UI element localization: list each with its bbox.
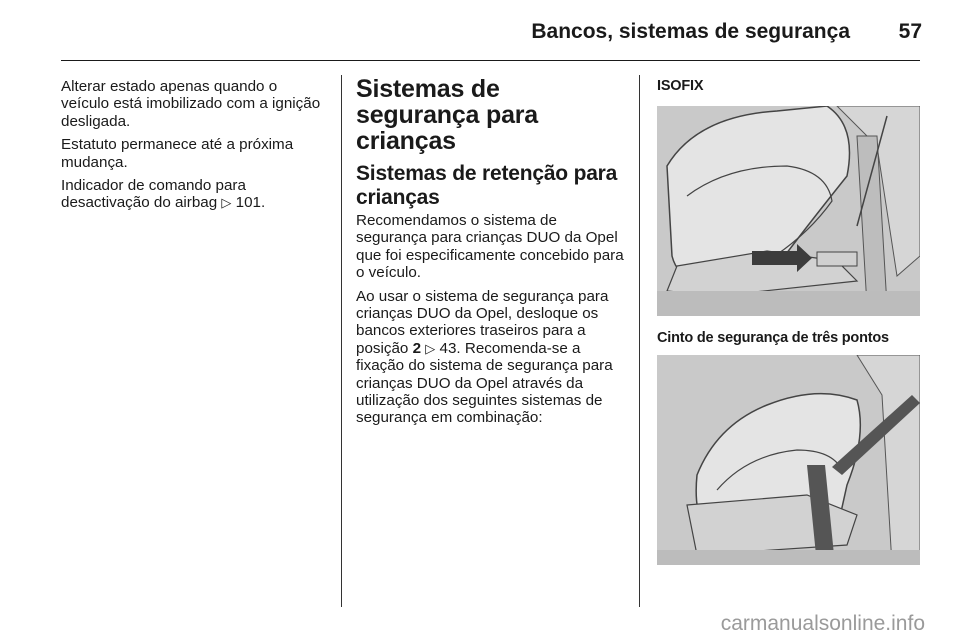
paragraph-text: Indicador de comando para desactivação do airbag [61,177,246,212]
three-point-belt-seat-illustration [657,355,920,565]
section-heading: Sistemas de segurança para crianças [356,75,539,155]
column-divider-1 [341,75,342,607]
isofix-seat-illustration [657,106,920,316]
reference-arrow-icon: ▷ [221,195,232,211]
paragraph: Estatuto permanece até a próxima mudança. [61,136,294,171]
figure-caption-isofix: ISOFIX [657,78,704,94]
paragraph [356,288,624,427]
page-reference-link[interactable]: 101. [235,194,266,212]
isofix-illustration [657,106,920,316]
header-rule [61,60,920,61]
paragraph: Alterar estado apenas quando o veículo está imobilizado com a ignição desligada. [61,78,321,130]
paragraph: Recomendamos o sistema de segurança para crianças DUO da Opel que foi especificamente concebido para o veículo. [356,212,624,282]
paragraph [61,177,327,212]
paragraph-text: Ao usar o sistema de segurança para crianças DUO da Opel, desloque os bancos exteriores traseiros para a posição [356,287,609,357]
three-point-belt-illustration [657,355,920,565]
position-number: 2 [412,339,422,357]
column-divider-2 [639,75,640,607]
paragraph-text: Recomenda-se a fixação do sistema de segurança para crianças DUO da Opel através da utilização dos seguintes sistemas de segurança em combinação: [356,339,613,427]
subsection-heading: Sistemas de retenção para crianças [356,162,618,209]
reference-arrow-icon: ▷ [425,340,436,356]
watermark: carmanualsonline.info [720,612,925,635]
page-reference-link[interactable]: 43. [439,339,461,357]
column-2 [356,76,624,433]
column-1 [61,78,327,218]
figure-caption-three-point-belt: Cinto de segurança de três pontos [657,330,889,346]
page-number: 57 [898,20,922,43]
header-title: Bancos, sistemas de segurança [531,20,850,43]
